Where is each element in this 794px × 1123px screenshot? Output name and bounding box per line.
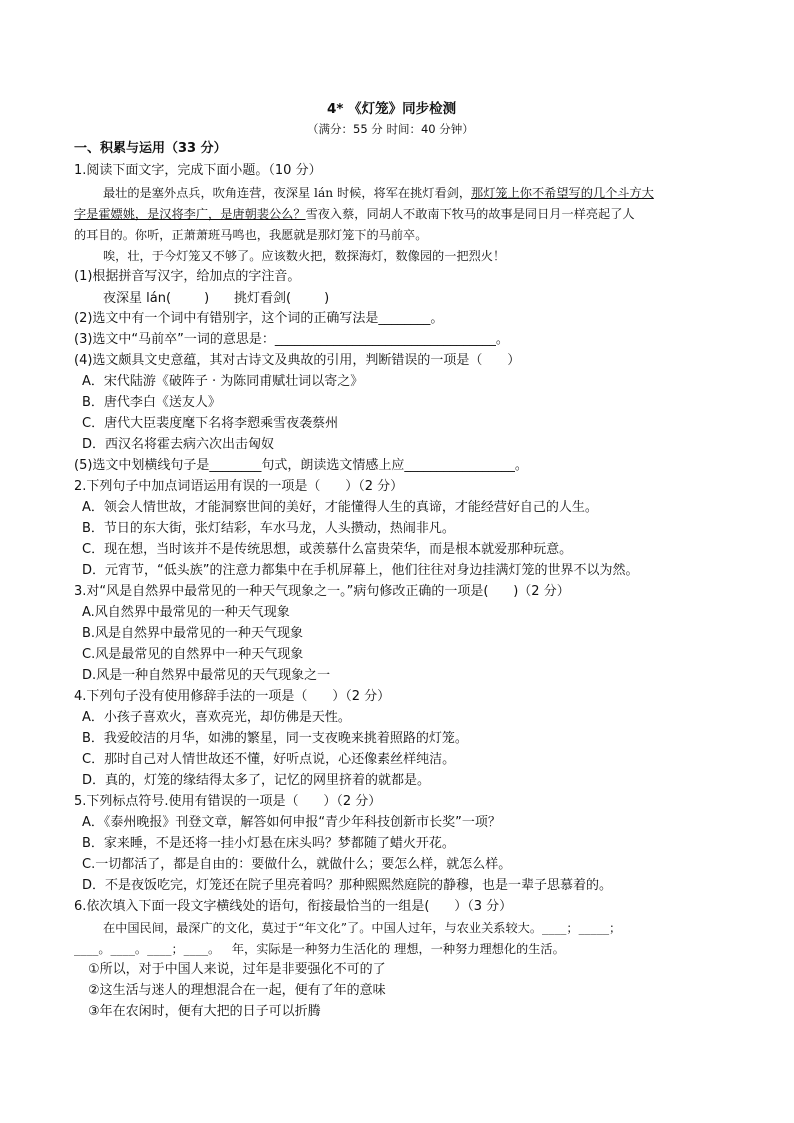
section-heading: 一、积累与运用（33 分） <box>74 141 227 156</box>
option-d: D．不是夜饭吃完，灯笼还在院子里亮着吗？那种熙熙然庭院的静穆，也是一辈子思慕着的。 <box>82 878 613 893</box>
option-a: A．《泰州晚报》刊登文章，解答如何申报“青少年科技创新市长奖”一项？ <box>82 815 501 830</box>
passage-line: ____。____。____；____。 年，实际是一种努力生活化的 理想，一种努力理想化的生活。 <box>74 942 565 956</box>
question-6-stem: 6.依次填入下面一段文字横线处的语句，衔接最恰当的一组是( ）（3 分） <box>74 899 513 914</box>
question-3-stem: 3.对“风是自然界中最常见的一种天气现象之一。”病句修改正确的一项是( )（2 分） <box>74 584 570 599</box>
passage-text: 雪夜入蔡，同胡人不敢南下牧马的故事是同日月一样亮起了人 <box>305 207 635 221</box>
passage-line: 的耳目的。你听，正萧萧班马鸣也，我愿就是那灯笼下的马前卒。 <box>74 228 428 242</box>
subquestion-2: (2)选文中有一个词中有错别字，这个词的正确写法是________。 <box>74 311 444 326</box>
underlined-sentence: 字是霍嫖姚，是汉将李广，是唐朝裴公么？ <box>74 207 306 221</box>
option-d: D．真的，灯笼的缘结得太多了，记忆的网里挤着的就都是。 <box>82 773 431 788</box>
option-b: B．我爱皎洁的月华，如沸的繁星，同一支夜晚来挑着照路的灯笼。 <box>82 731 468 746</box>
passage-text: 最壮的是塞外点兵，吹角连营，夜深星 lán 时候，将军在挑灯看剑， <box>103 186 472 200</box>
option-c: C.一切都活了，都是自由的：要做什么，就做什么；要怎么样，就怎么样。 <box>82 857 512 872</box>
option-a: A．小孩子喜欢火，喜欢亮光，却仿佛是天性。 <box>82 710 351 725</box>
option-c: C．现在想，当时该并不是传统思想，或羡慕什么富贵荣华，而是根本就爱那种玩意。 <box>82 542 573 557</box>
option-d: D.风是一种自然界中最常见的天气现象之一 <box>82 668 331 683</box>
option-a: A．领会人情世故，才能洞察世间的美好，才能懂得人生的真谛，才能经营好自己的人生。 <box>82 500 598 515</box>
passage-line: 唉，壮，于今灯笼又不够了。应该数火把，数探海灯，数像园的一把烈火！ <box>103 249 506 263</box>
page-subtitle: （满分：55 分 时间：40 分钟） <box>307 122 474 136</box>
subquestion-3: (3)选文中“马前卒”一词的意思是：__________________________________。 <box>74 332 509 347</box>
list-item: ②这生活与迷人的理想混合在一起，便有了年的意味 <box>88 983 386 998</box>
list-item: ③年在农闲时，便有大把的日子可以折腾 <box>88 1004 321 1019</box>
option-a: A．宋代陆游《破阵子 · 为陈同甫赋壮词以寄之》 <box>82 374 364 389</box>
option-d: D．西汉名将霍去病六次出击匈奴 <box>82 437 275 452</box>
option-c: C．唐代大臣裴度麾下名将李愬乘雪夜袭蔡州 <box>82 416 339 431</box>
underlined-sentence: 那灯笼上你不希望写的几个斗方大 <box>471 186 654 200</box>
passage-line <box>103 185 654 201</box>
subquestion-1: (1)根据拼音写汉字，给加点的字注音。 <box>74 269 301 284</box>
subquestion-5: (5)选文中划横线句子是________句式，朗读选文情感上应_________________。 <box>74 458 528 473</box>
subquestion-4: (4)选文颇具文史意蕴，其对古诗文及典故的引用，判断错误的一项是（ ） <box>74 353 521 368</box>
option-b: B．节日的东大街，张灯结彩，车水马龙，人头攒动，热闹非凡。 <box>82 521 455 536</box>
option-d: D．元宵节，“低头族”的注意力都集中在手机屏幕上，他们往往对身边挂满灯笼的世界不以为然。 <box>82 563 639 578</box>
option-b: B．家来睡，不是还将一挂小灯悬在床头吗？梦都随了蜡火开花。 <box>82 836 455 851</box>
option-c: C.风是最常见的自然界中一种天气现象 <box>82 647 304 662</box>
question-2-stem: 2.下列句子中加点词语运用有误的一项是（ ）（2 分） <box>74 479 404 494</box>
option-a: A.风自然界中最常见的一种天气现象 <box>82 605 290 620</box>
question-5-stem: 5.下列标点符号.使用有错误的一项是（ ）（2 分） <box>74 794 382 809</box>
list-item: ①所以，对于中国人来说，过年是非要强化不可的了 <box>88 962 386 977</box>
option-c: C．那时自己对人情世故还不懂，好听点说，心还像素丝样纯洁。 <box>82 752 456 767</box>
question-4-stem: 4.下列句子没有使用修辞手法的一项是（ ）（2 分） <box>74 689 391 704</box>
option-b: B.风是自然界中最常见的一种天气现象 <box>82 626 304 641</box>
page-title: 4* 《灯笼》同步检测 <box>327 101 457 117</box>
question-1-stem: 1.阅读下面文字，完成下面小题。（10 分） <box>74 163 322 178</box>
passage-line: 在中国民间，最深广的文化，莫过于“年文化”了。中国人过年，与农业关系较大。____；_____； <box>103 921 622 935</box>
passage-line <box>74 206 635 222</box>
option-b: B．唐代李白《送友人》 <box>82 395 221 410</box>
subquestion-1-items: 夜深星 lán( ) 挑灯看剑( ) <box>103 291 330 306</box>
